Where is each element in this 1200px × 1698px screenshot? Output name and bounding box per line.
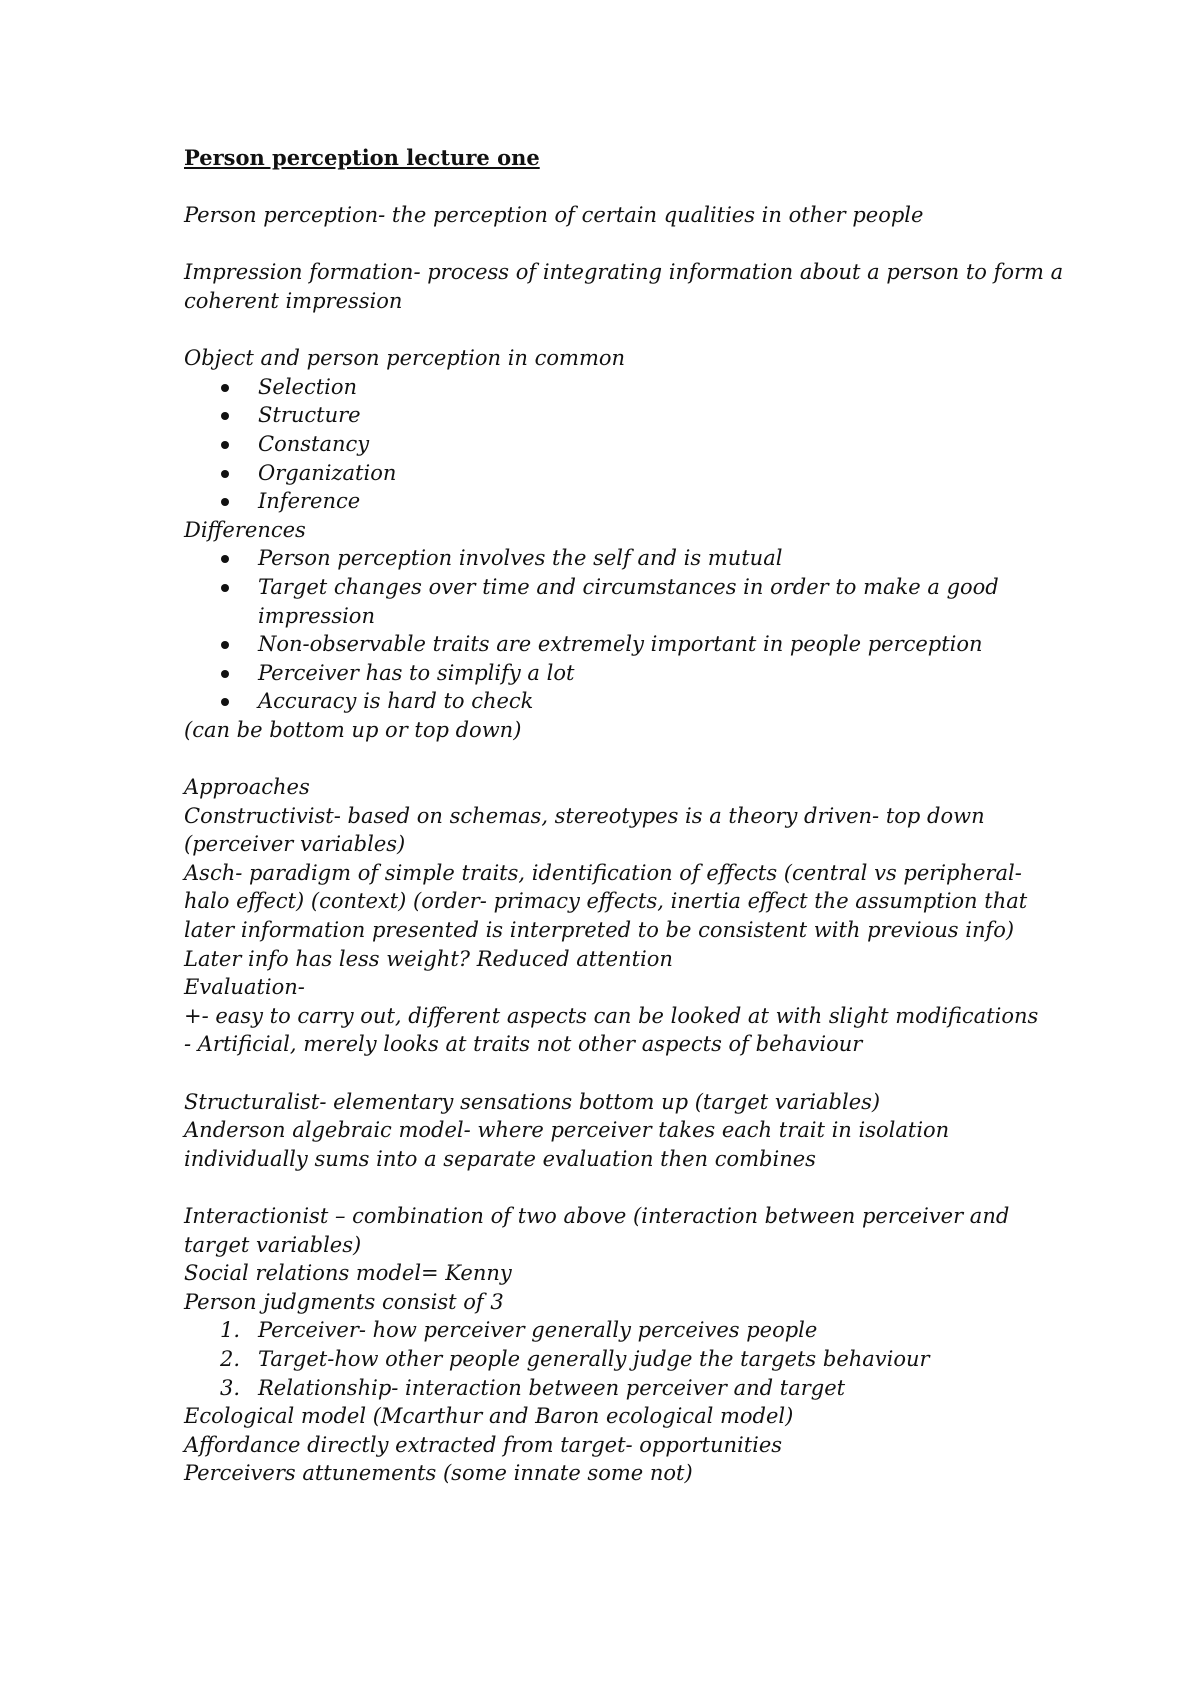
interactionist-text: Interactionist – combination of two above (interaction between perceiver and target variables): [184, 1203, 1010, 1257]
evaluation-minus: - Artificial, merely looks at traits not other aspects of behaviour: [184, 1032, 863, 1057]
bullet-icon: [221, 670, 229, 678]
differences-list: [184, 544, 1064, 716]
constructivist-text: Constructivist- based on schemas, stereotypes is a theory driven- top down (perceiver variables): [184, 803, 985, 857]
bullet-icon: [221, 384, 229, 392]
bullet-icon: [221, 641, 229, 649]
list-item: 2. Target-how other people generally judge the targets behaviour: [220, 1346, 930, 1371]
evaluation-plus: +- easy to carry out, different aspects can be looked at with slight modifications: [184, 1003, 1039, 1028]
list-item: Perceiver has to simplify a lot: [184, 659, 1064, 688]
affordance-text: Affordance directly extracted from target- opportunities: [184, 1432, 783, 1457]
list-item: Organization: [184, 459, 1064, 488]
list-item: Person perception involves the self and is mutual: [184, 544, 1064, 573]
common-heading: Object and person perception in common: [184, 346, 626, 371]
definition-impression-formation: Impression formation- process of integrating information about a person to form a coherent impression: [184, 260, 1064, 313]
list-item: 3. Relationship- interaction between perceiver and target: [220, 1375, 846, 1400]
person-judgments-text: Person judgments consist of 3: [184, 1289, 504, 1314]
social-relations-text: Social relations model= Kenny: [184, 1261, 512, 1286]
bullet-icon: [221, 441, 229, 449]
list-item: 1. Perceiver- how perceiver generally perceives people: [220, 1318, 818, 1343]
bullet-icon: [221, 698, 229, 706]
bullet-icon: [221, 412, 229, 420]
bullet-icon: [221, 584, 229, 592]
list-item: Inference: [184, 487, 1064, 516]
asch-text: Asch- paradigm of simple traits, identification of effects (central vs peripheral- halo effect) (context) (order- primacy effects, inertia effect the assumption that later information presented is interpreted to be consistent with previous info) Later info has less weight? Reduced attention: [184, 860, 1028, 971]
list-item: Accuracy is hard to check: [184, 687, 1064, 716]
approaches-heading: Approaches: [184, 775, 310, 800]
bullet-icon: [221, 470, 229, 478]
anderson-text: Anderson algebraic model- where perceiver takes each trait in isolation individually sums into a separate evaluation then combines: [184, 1118, 950, 1171]
ecological-model-text: Ecological model (Mcarthur and Baron ecological model): [184, 1404, 794, 1429]
differences-heading: Differences: [184, 517, 306, 542]
list-item: Selection: [184, 373, 1064, 402]
page-title: Person perception lecture one: [184, 145, 540, 170]
evaluation-heading: Evaluation-: [184, 975, 305, 1000]
structuralist-text: Structuralist- elementary sensations bottom up (target variables): [184, 1089, 881, 1114]
list-item: Structure: [184, 401, 1064, 430]
common-list: [184, 373, 1064, 516]
document-body: [184, 144, 1064, 1488]
list-item: Non-observable traits are extremely important in people perception: [184, 630, 1064, 659]
attunements-text: Perceivers attunements (some innate some not): [184, 1461, 693, 1486]
list-item: Target changes over time and circumstances in order to make a good impression: [184, 573, 1064, 630]
definition-person-perception: Person perception- the perception of certain qualities in other people: [184, 203, 924, 228]
bullet-icon: [221, 555, 229, 563]
differences-note: (can be bottom up or top down): [184, 717, 522, 742]
bullet-icon: [221, 498, 229, 506]
list-item: Constancy: [184, 430, 1064, 459]
judgments-list: [184, 1316, 1064, 1402]
